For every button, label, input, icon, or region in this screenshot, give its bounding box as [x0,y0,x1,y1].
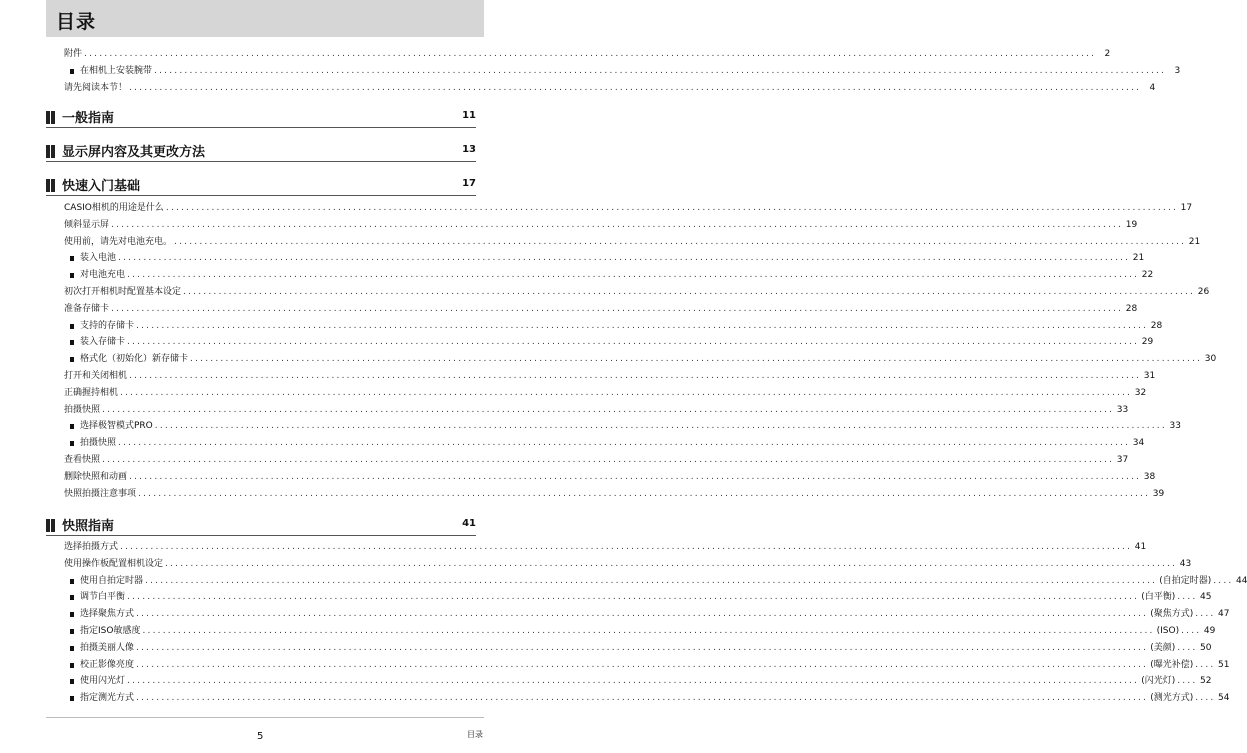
dot-leader: ........................................................................................................................................................................................................ [138,488,1151,499]
section-title: 快照指南 [62,519,115,534]
toc-entry-page: 31 [1143,371,1156,381]
dot-leader: ........................................................................................................................................................................................................ [136,659,1149,670]
dot-leader: ........................................................................................................................................................................................................ [136,693,1149,704]
dot-leader: ........................................................................................................................................................................................................ [111,303,1124,314]
bullet-icon [70,69,74,74]
toc-entry-page: 2 [1104,49,1111,59]
toc-entry-label: 指定ISO敏感度 [80,626,141,636]
dot-leader: .... [1213,575,1234,586]
toc-entry[interactable] [70,689,1230,704]
toc-entry-setting: (白平衡) [1141,592,1176,603]
toc-entry-page: 28 [1125,303,1138,314]
bullet-icon [70,579,74,584]
toc-entry-page: 33 [1169,421,1181,432]
section-page: 13 [462,144,476,155]
section-title: 显示屏内容及其更改方法 [62,145,206,160]
bullet-icon [70,629,74,634]
toc-entry-page: 39 [1152,488,1165,499]
bullet-icon [70,424,74,429]
toc-entry-label: 在相机上安装腕带 [80,66,153,76]
page-header [46,0,484,37]
dot-leader: ........................................................................................................................................................................................................ [165,203,1179,213]
toc-entry-page: 21 [1132,253,1145,264]
section-marker-icon [46,517,56,530]
dot-leader: ........................................................................................................................................................................................................ [154,421,1167,432]
toc-entry-label: 校正影像亮度 [80,659,135,670]
dot-leader: ........................................................................................................................................................................................................ [127,592,1140,603]
dot-leader: ........................................................................................................................................................................................................ [102,455,1115,465]
toc-entry[interactable] [70,317,1163,332]
footer-page-number: 5 [257,731,264,742]
toc-entry[interactable] [70,639,1212,654]
toc-entry-page: 4 [1149,83,1156,93]
dot-leader: ........................................................................................................................................................................................................ [129,371,1142,381]
toc-entry-page: 19 [1125,219,1138,230]
bullet-icon [70,595,74,600]
dot-leader: ........................................................................................................................................................................................................ [174,236,1187,247]
dot-leader: ........................................................................................................................................................................................................ [118,438,1131,449]
toc-entry-page: 3 [1174,66,1181,76]
toc-entry-setting: (自拍定时器) [1159,575,1212,586]
toc-entry[interactable] [64,555,1192,570]
dot-leader: ........................................................................................................................................................................................................ [129,83,1142,93]
toc-entry[interactable] [70,62,1181,77]
toc-entry-page: 37 [1116,455,1129,465]
toc-entry-label: 附件 [64,49,83,59]
dot-leader: ........................................................................................................................................................................................................ [127,676,1140,687]
toc-entry-page: 54 [1218,693,1230,704]
bullet-icon [70,441,74,446]
toc-entry-setting: (聚焦方式) [1150,609,1194,620]
toc-entry-label: 装入电池 [80,253,117,264]
dot-leader: ........................................................................................................................................................................................................ [84,49,1097,59]
toc-entry-label: 正确握持相机 [64,387,119,398]
toc-entry-page: 47 [1218,609,1230,620]
toc-entry-page: 17 [1180,203,1193,213]
toc-entry[interactable] [70,333,1154,348]
toc-entry-label: 支持的存储卡 [80,320,135,331]
toc-entry[interactable] [70,417,1181,432]
section-heading[interactable] [46,105,476,128]
dot-leader: ........................................................................................................................................................................................................ [136,609,1149,620]
dot-leader: ........................................................................................................................................................................................................ [129,471,1142,482]
section-page: 17 [462,178,476,189]
toc-entry-page: 22 [1141,270,1154,281]
toc-entry[interactable] [70,249,1145,264]
toc-entry-label: 快照拍摄注意事项 [64,488,137,499]
toc-entry[interactable] [64,216,1138,231]
toc-entry-page: 38 [1143,471,1156,482]
toc-entry-page: 30 [1204,354,1217,365]
toc-entry-label: 删除快照和动画 [64,471,128,482]
toc-entry-label: 选择拍摄方式 [64,542,119,552]
toc-entry-setting: (曝光补偿) [1150,659,1194,670]
toc-entry[interactable] [64,199,1193,214]
dot-leader: .... [1181,626,1202,636]
dot-leader: ........................................................................................................................................................................................................ [127,337,1140,348]
section-heading[interactable] [46,173,476,196]
bullet-icon [70,340,74,345]
toc-entry-label: 对电池充电 [80,270,126,281]
toc-entry-page: 43 [1179,558,1192,569]
toc-entry-label: 打开和关闭相机 [64,371,128,381]
toc-entry[interactable] [64,367,1156,382]
section-title: 一般指南 [62,111,115,126]
toc-entry-setting: (测光方式) [1150,693,1194,704]
toc-entry-page: 44 [1236,575,1247,586]
toc-entry-page: 33 [1116,404,1129,415]
dot-leader: .... [1195,609,1216,620]
toc-entry[interactable] [64,401,1129,416]
bullet-icon [70,357,74,362]
toc-entry[interactable] [70,672,1212,687]
toc-entry-label: 拍摄美丽人像 [80,642,135,653]
bullet-icon [70,696,74,701]
toc-entry-label: 使用前，请先对电池充电。 [64,236,173,247]
toc-entry-label: 倾斜显示屏 [64,219,110,230]
toc-entry[interactable] [64,283,1210,298]
toc-entry[interactable] [70,622,1216,637]
toc-entry-label: 选择聚焦方式 [80,609,135,620]
dot-leader: ........................................................................................................................................................................................................ [142,626,1155,636]
toc-entry-setting: (美颜) [1150,642,1176,653]
toc-entry-label: 装入存储卡 [80,337,126,348]
dot-leader: ........................................................................................................................................................................................................ [136,642,1149,653]
section-heading[interactable] [46,139,476,162]
toc-entry-label: 格式化（初始化）新存储卡 [80,354,189,365]
dot-leader: ........................................................................................................................................................................................................ [190,354,1203,365]
section-marker-icon [46,109,56,122]
toc-entry-page: 49 [1203,626,1216,636]
toc-entry[interactable] [70,588,1212,603]
toc-entry[interactable] [70,350,1217,365]
dot-leader: ........................................................................................................................................................................................................ [165,558,1178,569]
dot-leader: ........................................................................................................................................................................................................ [127,270,1140,281]
toc-entry-page: 45 [1200,592,1212,603]
dot-leader: ........................................................................................................................................................................................................ [136,320,1149,331]
toc-entry-page: 28 [1150,320,1163,331]
page-title: 目录 [56,11,97,33]
section-page: 41 [462,518,476,529]
section-page: 11 [462,110,476,121]
section-title: 快速入门基础 [62,179,141,194]
toc-entry[interactable] [64,384,1147,399]
dot-leader: ........................................................................................................................................................................................................ [120,542,1133,552]
toc-entry-label: 指定测光方式 [80,693,135,704]
toc-entry-label: CASIO相机的用途是什么 [64,203,164,213]
dot-leader: .... [1177,676,1198,687]
toc-entry[interactable] [64,485,1165,500]
dot-leader: .... [1177,642,1198,653]
toc-entry-label: 拍摄快照 [80,438,117,449]
dot-leader: ........................................................................................................................................................................................................ [102,404,1115,415]
toc-entry-label: 拍摄快照 [64,404,101,415]
toc-entry-label: 请先阅读本节！ [64,83,128,93]
toc-entry[interactable] [70,266,1154,281]
toc-entry[interactable] [64,451,1129,466]
toc-entry[interactable] [70,605,1230,620]
toc-entry-label: 使用闪光灯 [80,676,126,687]
toc-entry-label: 选择极智模式PRO [80,421,153,432]
toc-entry-page: 51 [1218,659,1230,670]
toc-entry[interactable] [64,300,1138,315]
toc-entry-page: 29 [1141,337,1154,348]
toc-entry[interactable] [64,233,1201,248]
bullet-icon [70,256,74,261]
dot-leader: ........................................................................................................................................................................................................ [120,387,1133,398]
toc-entry-page: 52 [1200,676,1212,687]
toc-entry-label: 准备存储卡 [64,303,110,314]
bullet-icon [70,679,74,684]
footer-toc-link[interactable]: 目录 [467,730,483,739]
toc-entry-label: 使用操作板配置相机设定 [64,558,164,569]
toc-entry-page: 41 [1134,542,1147,552]
section-marker-icon [46,177,56,190]
toc-entry-setting: (闪光灯) [1141,676,1176,687]
toc-entry-label: 调节白平衡 [80,592,126,603]
toc-entry[interactable] [70,434,1145,449]
toc-entry-page: 26 [1197,287,1210,297]
section-heading[interactable] [46,513,476,536]
footer-divider [46,717,484,718]
dot-leader: ........................................................................................................................................................................................................ [145,575,1158,586]
toc-entry-page: 34 [1132,438,1145,449]
dot-leader: ........................................................................................................................................................................................................ [118,253,1131,264]
toc-entry[interactable] [64,79,1156,94]
toc-entry-setting: (ISO) [1156,626,1180,636]
toc-entry-page: 50 [1200,642,1212,653]
dot-leader: .... [1195,659,1216,670]
bullet-icon [70,646,74,651]
dot-leader: .... [1177,592,1198,603]
toc-entry-page: 21 [1188,236,1201,247]
dot-leader: ........................................................................................................................................................................................................ [183,287,1196,297]
toc-entry[interactable] [70,572,1247,587]
toc-entry-label: 查看快照 [64,455,101,465]
bullet-icon [70,663,74,668]
toc-entry[interactable] [64,468,1156,483]
toc-entry-page: 32 [1134,387,1147,398]
toc-entry[interactable] [70,656,1230,671]
toc-entry-label: 初次打开相机时配置基本设定 [64,287,182,297]
dot-leader: ........................................................................................................................................................................................................ [111,219,1124,230]
dot-leader: .... [1195,693,1216,704]
dot-leader: ........................................................................................................................................................................................................ [154,66,1167,76]
toc-entry-label: 使用自拍定时器 [80,575,144,586]
bullet-icon [70,324,74,329]
section-marker-icon [46,143,56,156]
toc-entry[interactable] [64,538,1147,553]
toc-entry[interactable] [64,45,1111,60]
bullet-icon [70,273,74,278]
bullet-icon [70,612,74,617]
